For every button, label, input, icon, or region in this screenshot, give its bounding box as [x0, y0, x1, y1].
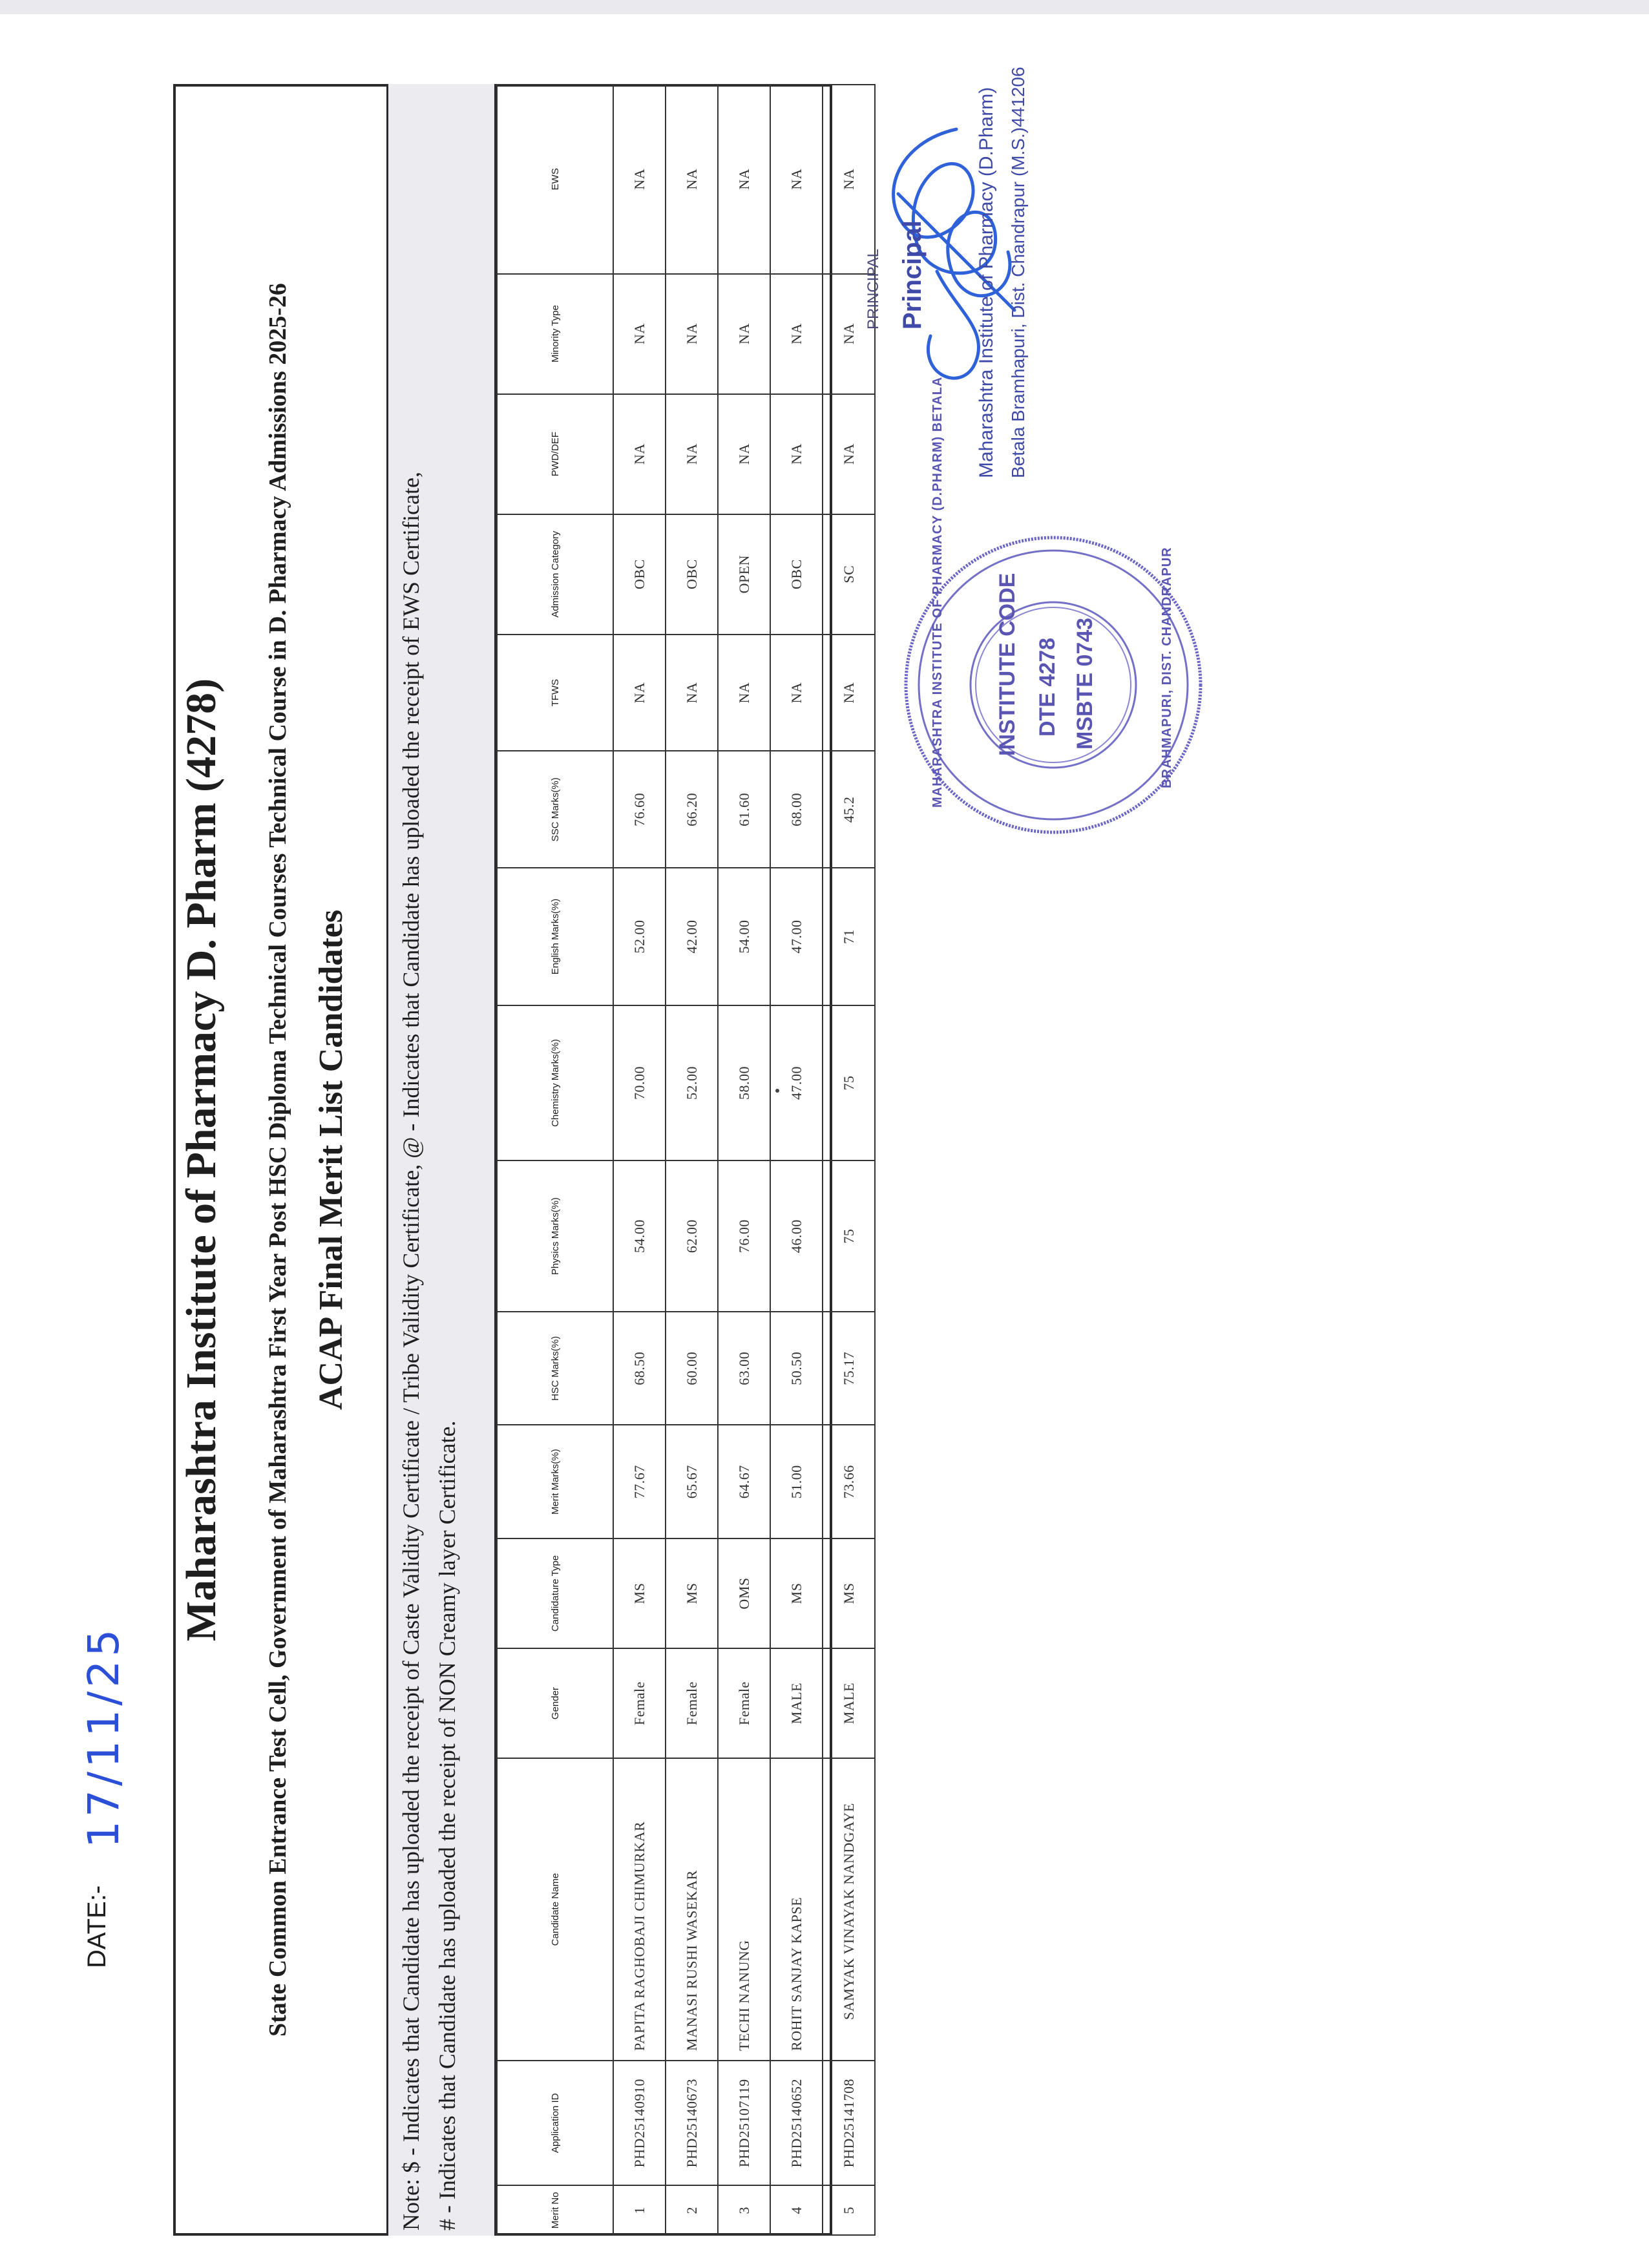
cell-hsc-marks: 50.50	[770, 1312, 823, 1425]
cell-candidate-name: SAMYAK VINAYAK NANDGAYE	[823, 1758, 875, 2061]
cell-merit-no: 2	[666, 2185, 718, 2235]
cell-candidature-type: MS	[770, 1538, 823, 1648]
cell-chemistry-marks: 58.00	[718, 1005, 770, 1160]
cell-candidate-name: PAPITA RAGHOBAJI CHIMURKAR	[613, 1758, 666, 2061]
cell-ews: NA	[770, 85, 823, 274]
cell-ews: NA	[823, 85, 875, 274]
table-header-row	[497, 85, 613, 2235]
stamp-line-1: INSTITUTE CODE	[995, 572, 1020, 756]
cell-ssc-marks: 45.2	[823, 751, 875, 868]
cell-pwd-def: NA	[823, 394, 875, 514]
cell-admission-category: OPEN	[718, 514, 770, 635]
cell-minority-type: NA	[613, 274, 666, 394]
merit-list-sheet	[173, 84, 857, 2236]
cell-merit-marks: 77.67	[613, 1425, 666, 1538]
stamp-bottom-text: BRAHMAPURI, DIST. CHANDRAPUR	[1160, 547, 1174, 788]
cell-merit-marks: 51.00	[770, 1425, 823, 1538]
stamp-line-2: DTE 4278	[1035, 637, 1060, 737]
cell-application-id: PHD25140652	[770, 2061, 823, 2186]
cell-physics-marks: 62.00	[666, 1160, 718, 1312]
cell-hsc-marks: 63.00	[718, 1312, 770, 1425]
cell-pwd-def: NA	[718, 394, 770, 514]
col-minority-type: Minority Type	[497, 274, 613, 394]
signature-address: Betala Bramhapuri, Dist. Chandrapur (M.S.)441206	[1008, 67, 1028, 478]
cell-tfws: NA	[666, 635, 718, 751]
cell-merit-no: 3	[718, 2185, 770, 2235]
cell-physics-marks: 75	[823, 1160, 875, 1312]
col-gender: Gender	[497, 1648, 613, 1758]
cell-pwd-def: NA	[770, 394, 823, 514]
col-merit-marks: Merit Marks(%)	[497, 1425, 613, 1538]
cell-pwd-def: NA	[666, 394, 718, 514]
cell-candidate-name: ROHIT SANJAY KAPSE	[770, 1758, 823, 2061]
cell-tfws: NA	[823, 635, 875, 751]
col-application-id: Application ID	[497, 2061, 613, 2186]
col-ssc-marks: SSC Marks(%)	[497, 751, 613, 868]
col-physics-marks: Physics Marks(%)	[497, 1160, 613, 1312]
cell-pwd-def: NA	[613, 394, 666, 514]
cell-gender: Female	[718, 1648, 770, 1758]
cell-tfws: NA	[718, 635, 770, 751]
cell-gender: MALE	[770, 1648, 823, 1758]
note-line-2: # - Indicates that Candidate has uploaded the receipt of NON Creamy layer Certificate.	[434, 1420, 460, 2231]
cell-ews: NA	[613, 85, 666, 274]
signature-name: Principal	[898, 220, 927, 330]
stamp-outer-text: MAHARASHTRA INSTITUTE OF PHARMACY (D.PHARM) BETALA	[930, 376, 945, 808]
cell-admission-category: SC	[823, 514, 875, 635]
col-english-marks: English Marks(%)	[497, 868, 613, 1005]
cell-ssc-marks: 68.00	[770, 751, 823, 868]
cell-english-marks: 71	[823, 868, 875, 1005]
cell-tfws: NA	[613, 635, 666, 751]
col-hsc-marks: HSC Marks(%)	[497, 1312, 613, 1425]
signature-title: PRINCIPAL	[865, 249, 882, 330]
cell-hsc-marks: 68.50	[613, 1312, 666, 1425]
col-candidature-type: Candidature Type	[497, 1538, 613, 1648]
cell-minority-type: NA	[718, 274, 770, 394]
cell-merit-marks: 64.67	[718, 1425, 770, 1538]
date-value: 17/11/25	[79, 1625, 129, 1848]
page-title: Maharashtra Institute of Pharmacy D. Pharm (4278)	[178, 678, 225, 1642]
cell-physics-marks: 54.00	[613, 1160, 666, 1312]
col-admission-category: Admission Category	[497, 514, 613, 635]
date-label: DATE:-	[83, 1885, 111, 1968]
cell-admission-category: OBC	[666, 514, 718, 635]
merit-table	[496, 84, 876, 2236]
stamp-line-3: MSBTE 0743	[1073, 617, 1097, 750]
table-row	[613, 85, 666, 2235]
table-row	[718, 85, 770, 2235]
col-candidate-name: Candidate Name	[497, 1758, 613, 2061]
cell-minority-type: NA	[823, 274, 875, 394]
cell-candidature-type: MS	[666, 1538, 718, 1648]
cell-hsc-marks: 60.00	[666, 1312, 718, 1425]
cell-chemistry-marks: 75	[823, 1005, 875, 1160]
col-tfws: TFWS	[497, 635, 613, 751]
table-row	[666, 85, 718, 2235]
cell-english-marks: 52.00	[613, 868, 666, 1005]
cell-minority-type: NA	[770, 274, 823, 394]
cell-merit-no: 5	[823, 2185, 875, 2235]
cell-merit-marks: 65.67	[666, 1425, 718, 1538]
cell-ssc-marks: 76.60	[613, 751, 666, 868]
cell-minority-type: NA	[666, 274, 718, 394]
cell-english-marks: 42.00	[666, 868, 718, 1005]
scan-speck	[775, 1089, 779, 1093]
notes-box	[386, 84, 496, 2236]
cell-ews: NA	[718, 85, 770, 274]
cell-application-id: PHD25140673	[666, 2061, 718, 2186]
cell-chemistry-marks: 70.00	[613, 1005, 666, 1160]
cell-merit-marks: 73.66	[823, 1425, 875, 1538]
cell-ssc-marks: 66.20	[666, 751, 718, 868]
cell-english-marks: 47.00	[770, 868, 823, 1005]
list-title: ACAP Final Merit List Candidates	[313, 909, 350, 1411]
cell-hsc-marks: 75.17	[823, 1312, 875, 1425]
page-subtitle: State Common Entrance Test Cell, Government of Maharashtra First Year Post HSC Diploma Technical Courses Technical Course in D. Pharmacy Admissions 2025-26	[264, 283, 291, 2037]
cell-application-id: PHD25141708	[823, 2061, 875, 2186]
cell-candidature-type: MS	[823, 1538, 875, 1648]
note-line-1: Note: $ - Indicates that Candidate has uploaded the receipt of Caste Validity Certificate / Tribe Validity Certificate, @ - Indicates that Candidate has uploaded the receipt of EWS Certificate,	[398, 472, 424, 2231]
cell-candidate-name: MANASI RUSHI WASEKAR	[666, 1758, 718, 2061]
cell-chemistry-marks: 52.00	[666, 1005, 718, 1160]
cell-tfws: NA	[770, 635, 823, 751]
cell-ews: NA	[666, 85, 718, 274]
cell-application-id: PHD25140910	[613, 2061, 666, 2186]
cell-merit-no: 4	[770, 2185, 823, 2235]
cell-gender: Female	[666, 1648, 718, 1758]
col-pwd-def: PWD/DEF	[497, 394, 613, 514]
cell-chemistry-marks: 47.00	[770, 1005, 823, 1160]
col-chemistry-marks: Chemistry Marks(%)	[497, 1005, 613, 1160]
cell-english-marks: 54.00	[718, 868, 770, 1005]
cell-candidature-type: OMS	[718, 1538, 770, 1648]
signature-institute: Maharashtra Institute of Pharmacy (D.Pharm)	[976, 87, 997, 478]
cell-ssc-marks: 61.60	[718, 751, 770, 868]
cell-application-id: PHD25107119	[718, 2061, 770, 2186]
cell-physics-marks: 46.00	[770, 1160, 823, 1312]
table-row	[770, 85, 823, 2235]
principal-signature	[859, 67, 1053, 478]
col-merit-no: Merit No	[497, 2185, 613, 2235]
cell-gender: Female	[613, 1648, 666, 1758]
institute-stamp	[898, 376, 1208, 840]
cell-candidature-type: MS	[613, 1538, 666, 1648]
cell-admission-category: OBC	[613, 514, 666, 635]
scan-edge	[0, 0, 1649, 14]
cell-merit-no: 1	[613, 2185, 666, 2235]
cell-physics-marks: 76.00	[718, 1160, 770, 1312]
col-ews: EWS	[497, 85, 613, 274]
cell-candidate-name: TECHI NANUNG	[718, 1758, 770, 2061]
cell-gender: MALE	[823, 1648, 875, 1758]
cell-admission-category: OBC	[770, 514, 823, 635]
